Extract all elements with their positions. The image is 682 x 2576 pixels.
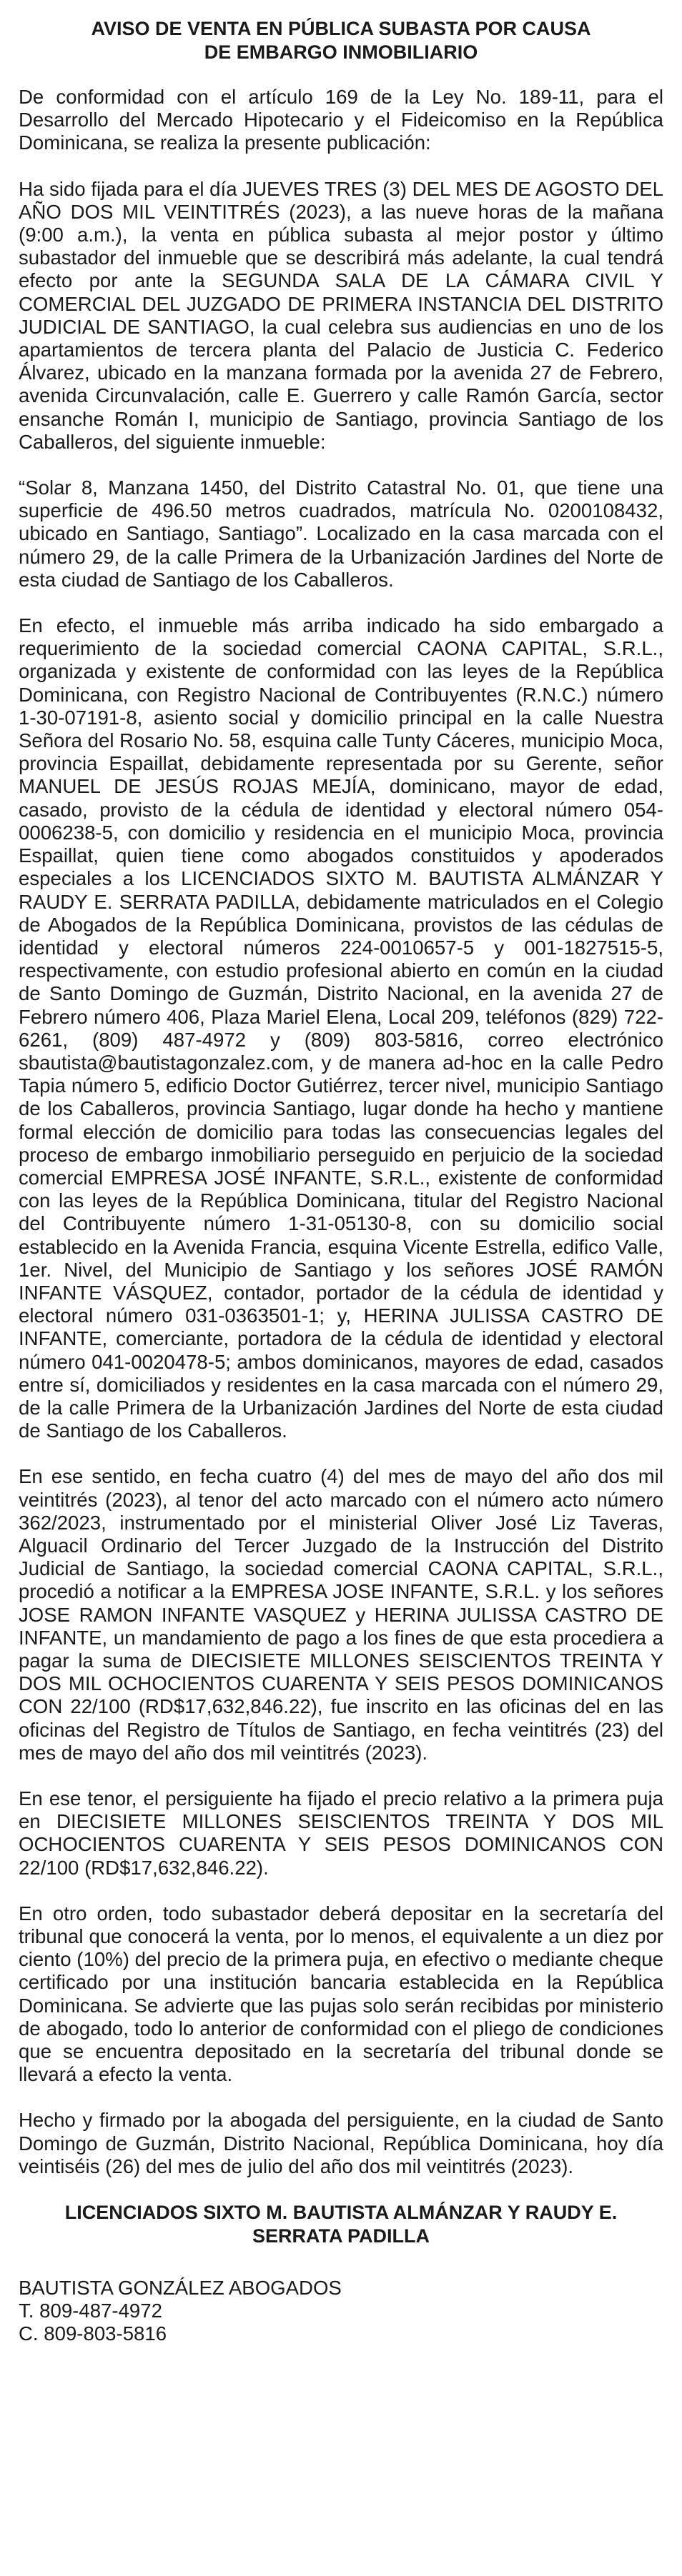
notice-title-line-1: AVISO DE VENTA EN PÚBLICA SUBASTA POR CAUSA — [91, 18, 591, 39]
seizure-details-paragraph: En efecto, el inmueble más arriba indicado ha sido embargado a requerimiento de la sociedad comercial CAONA CAPITAL, S.R.L., organizada y existente de conformidad con las leyes de la República Dominicana, con Registro Nacional de Contribuyentes (R.N.C.) número 1-30-07191-8, asiento social y domicilio principal en la calle Nuestra Señora del Rosario No. 58, esquina calle Tunty Cáceres, municipio Moca, provincia Espaillat, debidamente representada por su Gerente, señor MANUEL DE JESÚS ROJAS MEJÍA, dominicano, mayor de edad, casado, provisto de la cédula de identidad y electoral número 054-0006238-5, con domicilio y residencia en el municipio Moca, provincia Espaillat, quien tiene como abogados constituidos y apoderados especiales a los LICENCIADOS SIXTO M. BAUTISTA ALMÁNZAR Y RAUDY E. SERRATA PADILLA, debidamente matriculados en el Colegio de Abogados de la República Dominicana, provistos de las cédulas de identidad y electoral números 224-0010657-5 y 001-1827515-5, respectivamente, con estudio profesional abierto en común en la ciudad de Santo Domingo de Guzmán, Distrito Nacional, en la avenida 27 de Febrero número 406, Plaza Mariel Elena, Local 209, teléfonos (829) 722-6261, (809) 487-4972 y (809) 803-5816, correo electrónico sbautista@bautistagonzalez.com, y de manera ad-hoc en la calle Pedro Tapia número 5, edificio Doctor Gutiérrez, tercer nivel, municipio Santiago de los Caballeros, provincia Santiago, lugar donde ha hecho y mantiene formal elección de domicilio para todas las consecuencias legales del proceso de embargo inmobiliario perseguido en perjuicio de la sociedad comercial EMPRESA JOSÉ INFANTE, S.R.L., existente de conformidad con las leyes de la República Dominicana, titular del Registro Nacional del Contribuyente número 1-31-05130-8, con su domicilio social establecido en la Avenida Francia, esquina Vicente Estrella, edifico Valle, 1er. Nivel, del Municipio de Santiago y los señores JOSÉ RAMÓN INFANTE VÁSQUEZ, contador, portador de la cédula de identidad y electoral número 031-0363501-1; y, HERINA JULISSA CASTRO DE INFANTE, comerciante, portadora de la cédula de identidad y electoral número 041-0020478-5; ambos dominicanos, mayores de edad, casados entre sí, domiciliados y residentes en la casa marcada con el número 29, de la calle Primera de la Urbanización Jardines del Norte de esta ciudad de Santiago de los Caballeros. — [19, 614, 663, 1442]
signing-attorneys — [19, 2201, 663, 2248]
payment-order-paragraph: En ese sentido, en fecha cuatro (4) del mes de mayo del año dos mil veintitrés (2023), al tenor del acto marcado con el número acto número 362/2023, instrumentado por el ministerial Oliver José Liz Taveras, Alguacil Ordinario del Tercer Juzgado de la Instrucción del Distrito Judicial de Santiago, la sociedad comercial CAONA CAPITAL, S.R.L., procedió a notificar a la EMPRESA JOSE INFANTE, S.R.L. y los señores JOSE RAMON INFANTE VASQUEZ y HERINA JULISSA CASTRO DE INFANTE, un mandamiento de pago a los fines de que esta procediera a pagar la suma de DIECISIETE MILLONES SEISCIENTOS TREINTA Y DOS MIL OCHOCIENTOS CUARENTA Y SEIS PESOS DOMINICANOS CON 22/100 (RD$17,632,846.22), fue inscrito en las oficinas del en las oficinas del Registro de Títulos de Santiago, en fecha veintitrés (23) del mes de mayo del año dos mil veintitrés (2023). — [19, 1465, 663, 1764]
notice-title — [19, 17, 663, 64]
property-description-paragraph: “Solar 8, Manzana 1450, del Distrito Catastral No. 01, que tiene una superficie de 496.50 metros cuadrados, matrícula No. 0200108432, ubicado en Santiago, Santiago”. Localizado en la casa marcada con el número 29, de la calle Primera de la Urbanización Jardines del Norte de esta ciudad de Santiago de los Caballeros. — [19, 476, 663, 591]
law-firm-contact — [19, 2277, 663, 2345]
signing-attorneys-line-1: LICENCIADOS SIXTO M. BAUTISTA ALMÁNZAR Y RAUDY E. — [64, 2202, 618, 2224]
notice-title-line-2: DE EMBARGO INMOBILIARIO — [204, 41, 478, 63]
signature-paragraph: Hecho y firmado por la abogada del persiguiente, en la ciudad de Santo Domingo de Guzmán, Distrito Nacional, República Dominicana, hoy día veintiséis (26) del mes de julio del año dos mil veintitrés (2023). — [19, 2109, 663, 2177]
intro-paragraph: De conformidad con el artículo 169 de la Ley No. 189-11, para el Desarrollo del Mercado Hipotecario y el Fideicomiso en la República Dominicana, se realiza la presente publicación: — [19, 86, 663, 154]
law-firm-phone: T. 809-487-4972 — [19, 2300, 162, 2322]
auction-date-paragraph: Ha sido fijada para el día JUEVES TRES (3) DEL MES DE AGOSTO DEL AÑO DOS MIL VEINTITRÉS (2023), a las nueve horas de la mañana (9:00 a.m.), la venta en pública subasta al mejor postor y último subastador del inmueble que se describirá más adelante, la cual tendrá efecto por ante la SEGUNDA SALA DE LA CÁMARA CIVIL Y COMERCIAL DEL JUZGADO DE PRIMERA INSTANCIA DEL DISTRITO JUDICIAL DE SANTIAGO, la cual celebra sus audiencias en uno de los apartamientos de tercera planta del Palacio de Justicia C. Federico Álvarez, ubicado en la manzana formada por la avenida 27 de Febrero, avenida Circunvalación, calle E. Guerrero y calle Ramón García, sector ensanche Román I, municipio de Santiago, provincia Santiago de los Caballeros, del siguiente inmueble: — [19, 177, 663, 453]
law-firm-name: BAUTISTA GONZÁLEZ ABOGADOS — [19, 2277, 342, 2300]
first-bid-price-paragraph: En ese tenor, el persiguiente ha fijado el precio relativo a la primera puja en DIECISIETE MILLONES SEISCIENTOS TREINTA Y DOS MIL OCHOCIENTOS CUARENTA Y SEIS PESOS DOMINICANOS CON 22/100 (RD$17,632,846.22). — [19, 1787, 663, 1879]
law-firm-cell: C. 809-803-5816 — [19, 2322, 167, 2345]
deposit-conditions-paragraph: En otro orden, todo subastador deberá depositar en la secretaría del tribunal que conocerá la venta, por lo menos, el equivalente a un diez por ciento (10%) del precio de la primera puja, en efectivo o mediante cheque certificado por una institución bancaria establecida en la República Dominicana. Se advierte que las pujas solo serán recibidas por ministerio de abogado, todo lo anterior de conformidad con el pliego de condiciones que se encuentra depositado en la secretaría del tribunal donde se llevará a efecto la venta. — [19, 1902, 663, 2086]
signing-attorneys-line-2: SERRATA PADILLA — [252, 2225, 430, 2247]
